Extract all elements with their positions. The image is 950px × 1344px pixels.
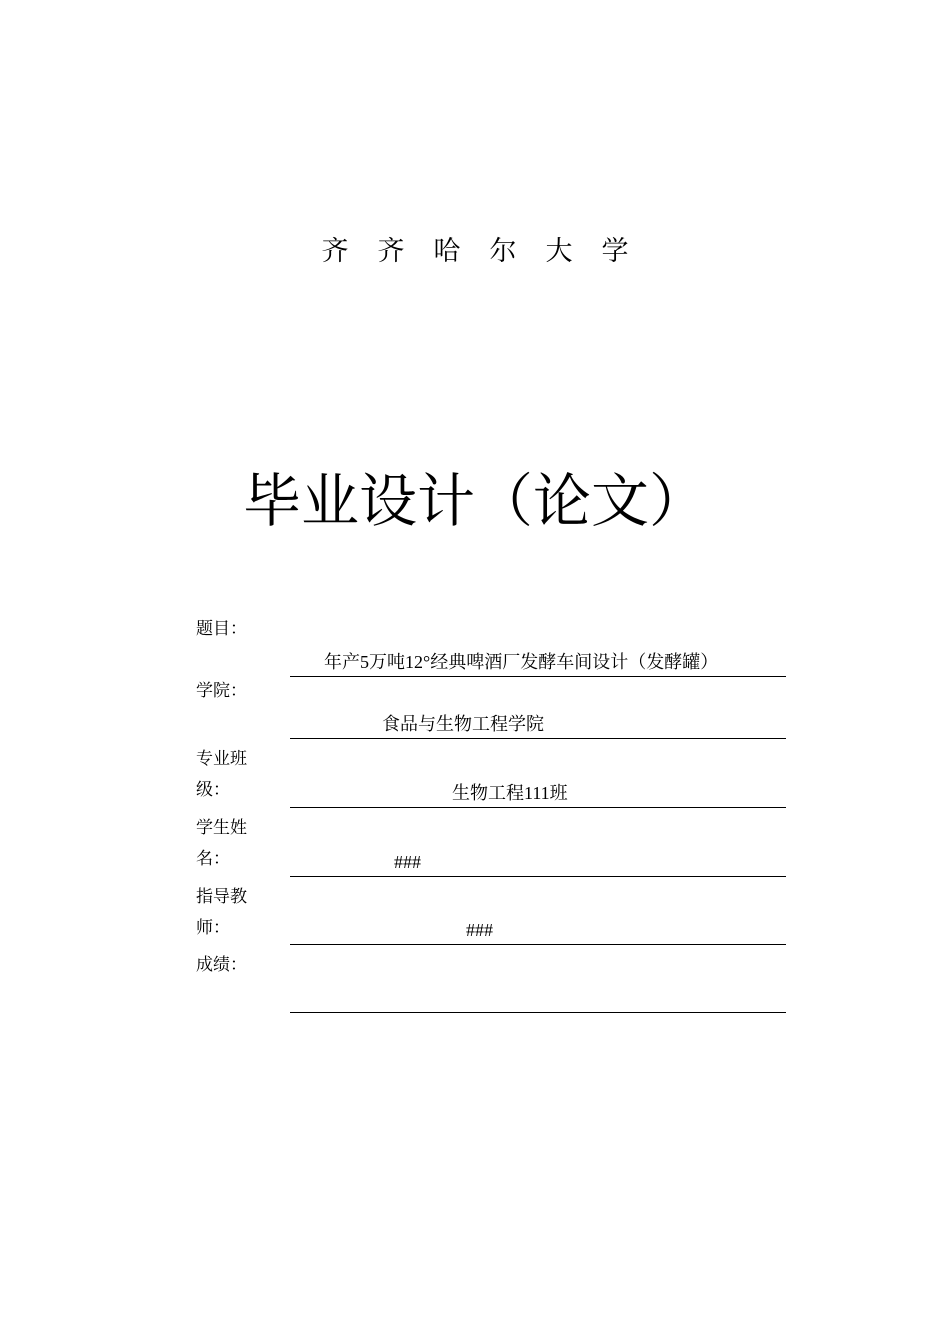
- field-title-label: 题目：: [196, 619, 247, 639]
- field-class-value: 生物工程111班: [452, 783, 568, 803]
- field-college-row: [196, 676, 786, 738]
- field-college-value-text: 食品与生物工程学院: [382, 714, 544, 734]
- field-student-value: ###: [394, 852, 421, 872]
- field-college-underline: [290, 707, 786, 739]
- field-advisor-value: ###: [466, 920, 493, 940]
- field-advisor-label: 指导教师：: [196, 887, 247, 938]
- field-college-label: 学院：: [196, 681, 247, 701]
- field-student-label: 学生姓名：: [196, 818, 247, 869]
- university-name: 齐齐哈尔大学: [321, 236, 658, 267]
- field-grade-label: 成绩：: [196, 955, 247, 975]
- field-advisor-underline: [290, 913, 786, 945]
- document-title: 毕业设计（论文）: [242, 467, 707, 535]
- field-grade-row: [196, 944, 786, 1012]
- field-title-value: 年产5万吨12°经典啤酒厂发酵车间设计（发酵罐）: [324, 652, 719, 672]
- field-student-row: [196, 807, 786, 876]
- field-advisor-row: [196, 876, 786, 944]
- field-class-row: [196, 738, 786, 807]
- field-title-row: [196, 614, 786, 676]
- field-class-underline: [290, 776, 786, 808]
- field-grade-underline: [290, 981, 786, 1013]
- field-student-underline: [290, 845, 786, 877]
- field-title-underline: [290, 645, 786, 677]
- field-class-label: 专业班级：: [196, 749, 247, 800]
- cover-info-fields: [196, 614, 786, 1012]
